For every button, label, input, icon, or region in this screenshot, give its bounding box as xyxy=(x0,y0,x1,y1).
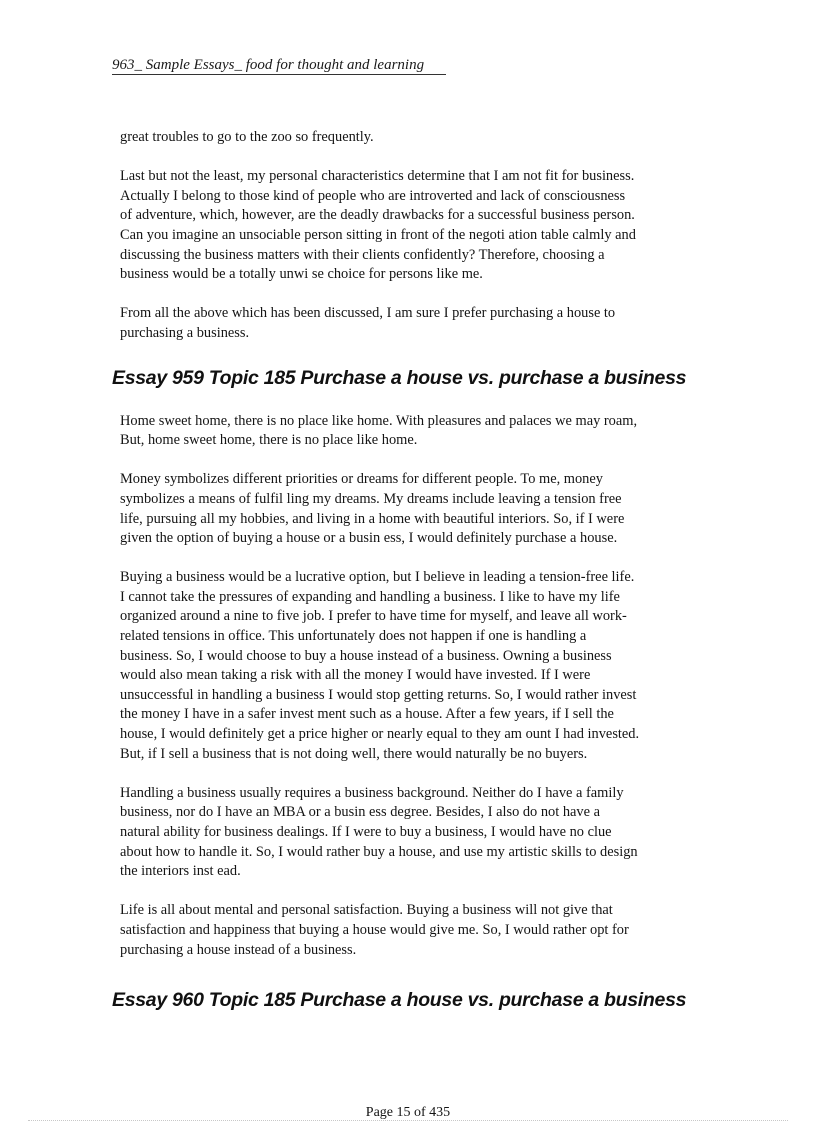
text-line: But, if I sell a business that is not doing well, there would naturally be no buyers. xyxy=(120,745,588,762)
text-line: Home sweet home, there is no place like home. With pleasures and palaces we may roam, xyxy=(120,412,638,429)
text-line: business, nor do I have an MBA or a busin ess degree. Besides, I also do not have a xyxy=(120,804,600,821)
text-line: satisfaction and happiness that buying a house would give me. So, I would rather opt for xyxy=(120,921,629,938)
text-line: of adventure, which, however, are the deadly drawbacks for a successful business person. xyxy=(120,207,635,224)
header-title: 963_ Sample Essays_ food for thought and learning xyxy=(112,57,425,73)
paragraph-life-satisfaction xyxy=(120,901,710,960)
text-line: purchasing a business. xyxy=(120,324,250,341)
text-line: Money symbolizes different priorities or dreams for different people. To me, money xyxy=(120,471,603,488)
text-line: great troubles to go to the zoo so frequently. xyxy=(120,129,374,145)
paragraph-home-sweet-home xyxy=(120,412,710,451)
text-line: Actually I belong to those kind of people who are introverted and lack of consciousness xyxy=(120,187,626,204)
text-line: business. So, I would choose to buy a house instead of a business. Owning a business xyxy=(120,647,612,664)
paragraph-personal-characteristics xyxy=(120,167,710,285)
text-line: natural ability for business dealings. If I were to buy a business, I would have no clue xyxy=(120,824,612,840)
text-line: organized around a nine to five job. I prefer to have time for myself, and leave all work- xyxy=(120,608,627,625)
text-line: the money I have in a safer invest ment such as a house. After a few years, if I sell the xyxy=(120,706,614,723)
text-line: Can you imagine an unsociable person sitting in front of the negoti ation table calmly and xyxy=(120,226,636,243)
text-line: But, home sweet home, there is no place like home. xyxy=(120,432,418,449)
page-number: Page 15 of 435 xyxy=(365,1105,451,1120)
footer-divider xyxy=(28,1120,788,1121)
paragraph-money-symbolizes xyxy=(120,470,710,548)
text-line: discussing the business matters with their clients confidently? Therefore, choosing a xyxy=(120,246,605,263)
text-line: purchasing a house instead of a business. xyxy=(120,941,357,958)
text-line: related tensions in office. This unfortunately does not happen if one is handling a xyxy=(120,628,587,645)
paragraph-conclusion xyxy=(120,304,710,343)
text-line: From all the above which has been discussed, I am sure I prefer purchasing a house to xyxy=(120,305,616,322)
paragraph-zoo-continuation xyxy=(120,128,710,148)
text-line: house, I would definitely get a price higher or nearly equal to they am ount I had invested. xyxy=(120,726,640,743)
text-line: would also mean taking a risk with all the money I would have invested. If I were xyxy=(120,667,591,684)
text-line: given the option of buying a house or a busin ess, I would definitely purchase a house. xyxy=(120,530,618,547)
text-line: life, pursuing all my hobbies, and living in a home with beautiful interiors. So, if I were xyxy=(120,510,625,527)
paragraph-handling-business xyxy=(120,784,710,882)
paragraph-buying-business xyxy=(120,568,710,764)
text-line: business would be a totally unwi se choice for persons like me. xyxy=(120,266,483,283)
text-line: Life is all about mental and personal satisfaction. Buying a business will not give that xyxy=(120,902,613,919)
text-line: the interiors inst ead. xyxy=(120,863,241,880)
essay-heading-959: Essay 959 Topic 185 Purchase a house vs. purchase a business xyxy=(112,366,687,389)
page-body xyxy=(112,128,710,1012)
text-line: Last but not the least, my personal characteristics determine that I am not fit for business. xyxy=(120,168,635,185)
text-line: unsuccessful in handling a business I would stop getting returns. So, I would rather invest xyxy=(120,686,637,703)
running-header xyxy=(112,55,452,75)
text-line: symbolizes a means of fulfil ling my dreams. My dreams include leaving a tension free xyxy=(120,490,622,507)
essay-heading-960: Essay 960 Topic 185 Purchase a house vs. purchase a business xyxy=(112,989,687,1012)
text-line: Handling a business usually requires a business background. Neither do I have a family xyxy=(120,784,624,801)
text-line: I cannot take the pressures of expanding and handling a business. I like to have my life xyxy=(120,588,620,605)
text-line: about how to handle it. So, I would rather buy a house, and use my artistic skills to design xyxy=(120,843,638,860)
text-line: Buying a business would be a lucrative option, but I believe in leading a tension-free life. xyxy=(120,569,635,586)
